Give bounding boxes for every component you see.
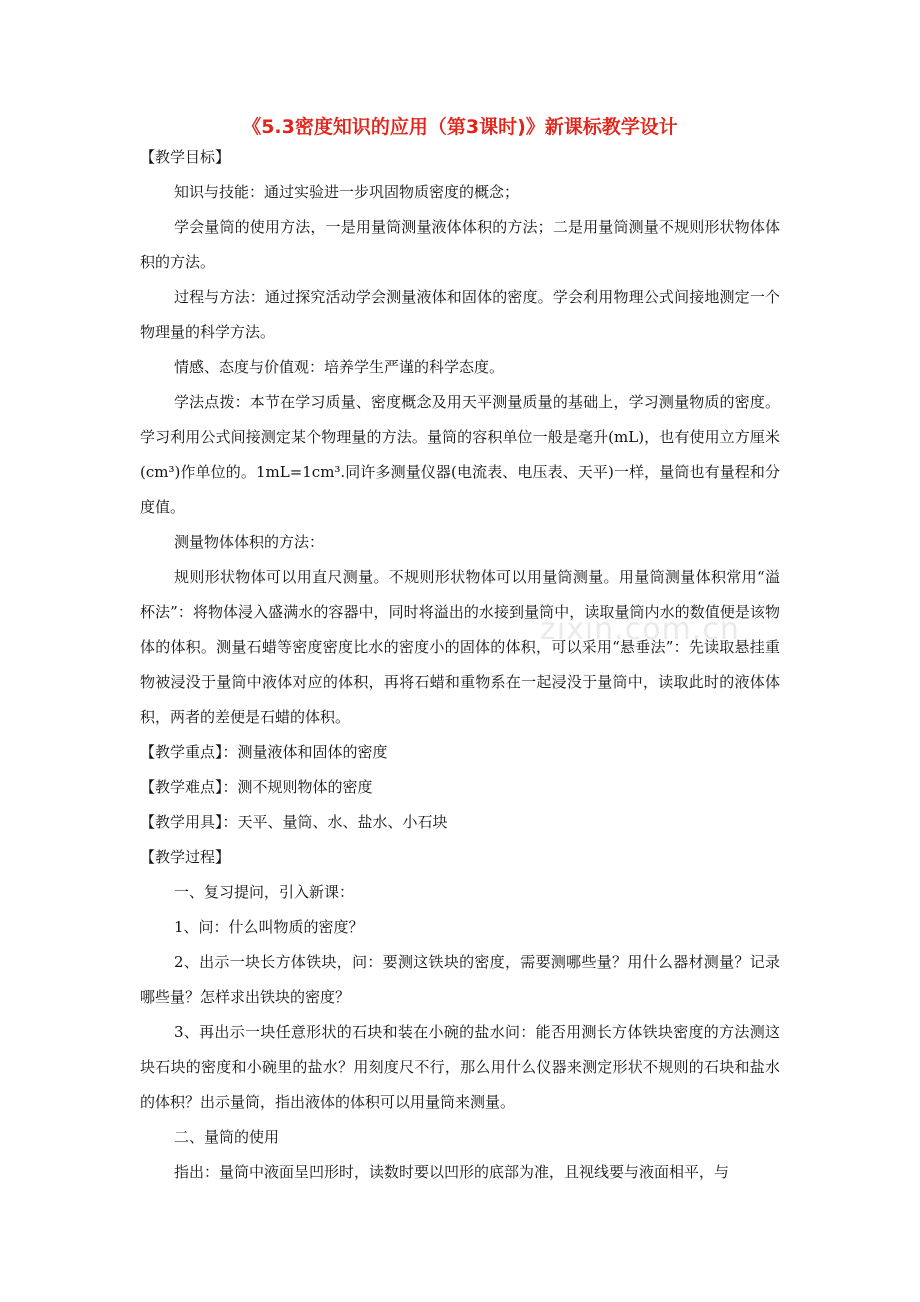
paragraph-attitude-values: 情感、态度与价值观：培养学生严谨的科学态度。 (174, 358, 505, 376)
section-heading-difficulties: 【教学难点】：测不规则物体的密度 (140, 778, 373, 796)
section-heading-process: 【教学过程】 (140, 848, 231, 866)
section-heading-objectives: 【教学目标】 (140, 148, 231, 166)
paragraph-question-1: 1、问：什么叫物质的密度？ (174, 918, 364, 936)
paragraph-cylinder-usage: 学会量筒的使用方法，一是用量筒测量液体体积的方法；二是用量筒测量不规则形状物体体积的方法。 (140, 218, 780, 271)
section-heading-tools: 【教学用具】：天平、量筒、水、盐水、小石块 (140, 813, 448, 831)
paragraph-study-tips: 学法点拨：本节在学习质量、密度概念及用天平测量质量的基础上，学习测量物质的密度。学习利用公式间接测定某个物理量的方法。量筒的容积单位一般是毫升(mL)，也有使用立方厘米(cm³)作单位的。1mL=1cm³.同许多测量仪器(电流表、电压表、天平)一样，量筒也有量程和分度值。 (140, 393, 780, 516)
document-body (140, 140, 780, 1190)
paragraph-review-intro: 一、复习提问，引入新课： (174, 883, 355, 901)
paragraph-process-method: 过程与方法：通过探究活动学会测量液体和固体的密度。学会利用物理公式间接地测定一个物理量的科学方法。 (140, 288, 780, 341)
paragraph-cylinder-reading: 指出：量筒中液面呈凹形时，读数时要以凹形的底部为准，且视线要与液面相平，与 (174, 1163, 730, 1181)
watermark: zixin.com.cn (540, 612, 740, 647)
paragraph-knowledge-skills: 知识与技能：通过实验进一步巩固物质密度的概念； (174, 183, 520, 201)
paragraph-question-2: 2、出示一块长方体铁块，问：要测这铁块的密度，需要测哪些量？用什么器材测量？记录哪些量？怎样求出铁块的密度？ (140, 953, 780, 1006)
section-heading-key-points: 【教学重点】：测量液体和固体的密度 (140, 743, 388, 761)
paragraph-cylinder-section: 二、量筒的使用 (174, 1128, 280, 1146)
paragraph-question-3: 3、再出示一块任意形状的石块和装在小碗的盐水问：能否用测长方体铁块密度的方法测这块石块的密度和小碗里的盐水？用刻度尺不行，那么用什么仪器来测定形状不规则的石块和盐水的体积？出示量筒，指出液体的体积可以用量筒来测量。 (140, 1023, 780, 1111)
paragraph-volume-methods-heading: 测量物体体积的方法： (174, 533, 325, 551)
paragraph-volume-methods: 规则形状物体可以用直尺测量。不规则形状物体可以用量筒测量。用量筒测量体积常用“溢杯法”：将物体浸入盛满水的容器中，同时将溢出的水接到量筒中，读取量筒内水的数值便是该物体的体积。测量石蜡等密度密度比水的密度小的固体的体积，可以采用“悬垂法”：先读取悬挂重物被浸没于量筒中液体对应的体积，再将石蜡和重物系在一起浸没于量筒中，读取此时的液体体积，两者的差便是石蜡的体积。 (140, 568, 780, 726)
document-title: 《5.3密度知识的应用（第3课时)》新课标教学设计 (242, 116, 678, 138)
